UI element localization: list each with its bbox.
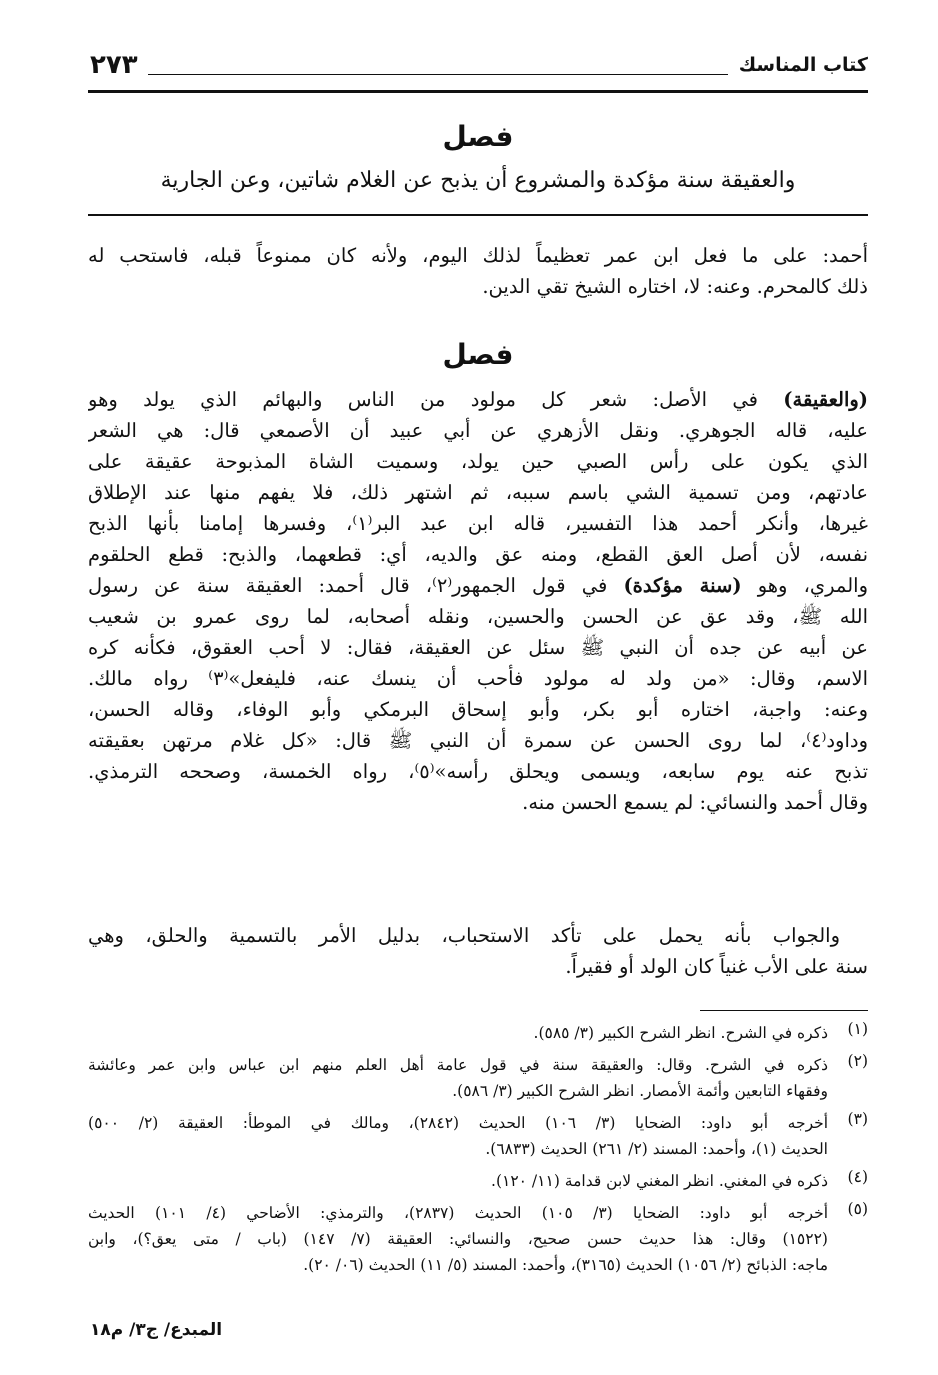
text-line: عن أبيه عن جده أن النبي ﷺ سئل عن العقيقة، فقال: لا أحب العقوق، فكأنه كره <box>88 636 868 659</box>
matn-text: والعقيقة سنة مؤكدة والمشروع أن يذبح عن الغلام شاتين، وعن الجارية <box>160 168 796 193</box>
footnote-number: (٣) <box>847 1110 868 1128</box>
footnote <box>88 1052 868 1104</box>
footnote-line: ذكره في الشرح. وقال: والعقيقة سنة في قول عامة أهل العلم منهم ابن عباس وابن عمر وعائشة <box>88 1056 828 1074</box>
footnote-line: ماجه: الذبائح (٢/ ١٠٥٦) الحديث (٣١٦٥)، وأحمد: المسند (٥/ ١١) الحديث (٠٦/ ٢٠). <box>303 1256 828 1274</box>
paragraph-3 <box>88 920 868 982</box>
text-line <box>88 570 868 601</box>
line-rest: في الأصل: شعر كل مولود من الناس والبهائم الذي يولد وهو <box>88 388 784 411</box>
footnote-number: (٤) <box>847 1168 868 1186</box>
footnote-number: (١) <box>847 1020 868 1038</box>
text-line: والجواب بأنه يحمل على تأكد الاستحباب، بدليل الأمر بالتسمية والحلق، وهي <box>88 924 840 947</box>
footnote-number: (٥) <box>847 1200 868 1218</box>
running-title: كتاب المناسك <box>738 54 868 76</box>
commentary-body <box>88 384 868 818</box>
text-line: تذبح عنه يوم سابعه، ويسمى ويحلق رأسه»⁽٥⁾، رواه الخمسة، وصححه الترمذي. <box>88 760 868 783</box>
text-line: عليه، قاله الجوهري. ونقل الأزهري عن أبي عبيد أن الأصمعي قال: هي الشعر <box>88 419 868 442</box>
bold-term: (والعقيقة) <box>783 388 868 411</box>
footnote-line: ذكره في المغني. انظر المغني لابن قدامة (١١/ ١٢٠). <box>491 1172 828 1190</box>
page-header <box>88 52 868 92</box>
footnote-line: وفقهاء التابعين وأئمة الأمصار. انظر الشرح الكبير (٣/ ٥٨٦). <box>452 1082 828 1100</box>
header-rule <box>88 90 868 93</box>
header-line <box>148 74 728 75</box>
line-rest: في قول الجمهور⁽٢⁾، قال أحمد: العقيقة سنة عن رسول <box>88 574 624 597</box>
line-start: والمري، وهو <box>741 574 868 597</box>
page-number: ٢٧٣ <box>90 50 138 80</box>
footnote-line: ذكره في الشرح. انظر الشرح الكبير (٣/ ٥٨٥). <box>533 1024 828 1042</box>
paragraph-1 <box>88 240 868 302</box>
matn-heading: فصل <box>442 120 514 153</box>
signature-mark: المبدع/ ج٣/ م١٨ <box>90 1320 223 1340</box>
footnote-line: الحديث (١)، وأحمد: المسند (٢/ ٢٦١) الحديث (٦٨٣٣). <box>485 1140 828 1158</box>
footnotes <box>88 1020 868 1284</box>
text-line <box>88 384 868 415</box>
text-line: عادتهم، ومن تسمية الشي باسم سببه، ثم اشتهر ذلك، فلا يفهم منها عند الإطلاق <box>88 481 868 504</box>
text-line: سنة على الأب غنياً كان الولد أو فقيراً. <box>565 955 868 978</box>
footnote-line: (١٥٢٢) وقال: هذا حديث حسن صحيح، والنسائي: العقيقة (٧/ ١٤٧) (باب / متى يعق؟)، وابن <box>88 1230 828 1248</box>
matn-separator <box>88 214 868 216</box>
footnote-line: أخرجه أبو داود: الضحايا (٣/ ١٠٥) الحديث (٢٨٣٧)، والترمذي: الأضاحي (٤/ ١٠١) الحديث <box>88 1204 828 1222</box>
footnote <box>88 1200 868 1278</box>
text-line: وعنه: واجبة، اختاره أبو بكر، وأبو إسحاق البرمكي وأبو الوفاء، وقاله الحسن، <box>88 698 868 721</box>
text-line: الاسم، وقال: «من ولد له مولود فأحب أن ينسك عنه، فليفعل»⁽٣⁾ رواه مالك. <box>88 667 868 690</box>
footnote <box>88 1110 868 1162</box>
text-line: أحمد: على ما فعل ابن عمر تعظيماً لذلك اليوم، ولأنه كان ممنوعاً قبله، فاستحب له <box>88 244 868 267</box>
bold-term: (سنة مؤكدة) <box>623 574 742 597</box>
section-heading: فصل <box>442 338 514 371</box>
footnote-number: (٢) <box>847 1052 868 1070</box>
footnote-separator <box>700 1010 868 1011</box>
text-line: الذي يكون على رأس الصبي حين يولد، وسميت الشاة المذبوحة عقيقة على <box>88 450 868 473</box>
text-line: وقال أحمد والنسائي: لم يسمع الحسن منه. <box>522 791 868 814</box>
text-line: نفسه، لأن أصل العق القطع، ومنه عق والديه، أي: قطعهما، والذبح: قطع الحلقوم <box>88 543 868 566</box>
footnote-line: أخرجه أبو داود: الضحايا (٣/ ١٠٦) الحديث (٢٨٤٢)، ومالك في الموطأ: العقيقة (٢/ ٥٠٠) <box>88 1114 828 1132</box>
text-line: الله ﷺ، وقد عق عن الحسن والحسين، ونقله أصحابه، لما روى عمرو بن شعيب <box>88 605 868 628</box>
text-line: غيرها، وأنكر أحمد هذا التفسير، قاله ابن عبد البر⁽١⁾، وفسرها إمامنا بأنها الذبح <box>88 512 868 535</box>
text-line: ذلك كالمحرم. وعنه: لا، اختاره الشيخ تقي الدين. <box>482 275 868 298</box>
text-line: وداود⁽٤⁾، لما روى الحسن عن سمرة أن النبي ﷺ قال: «كل غلام مرتهن بعقيقته <box>88 729 868 752</box>
footnote <box>88 1020 868 1046</box>
footnote <box>88 1168 868 1194</box>
